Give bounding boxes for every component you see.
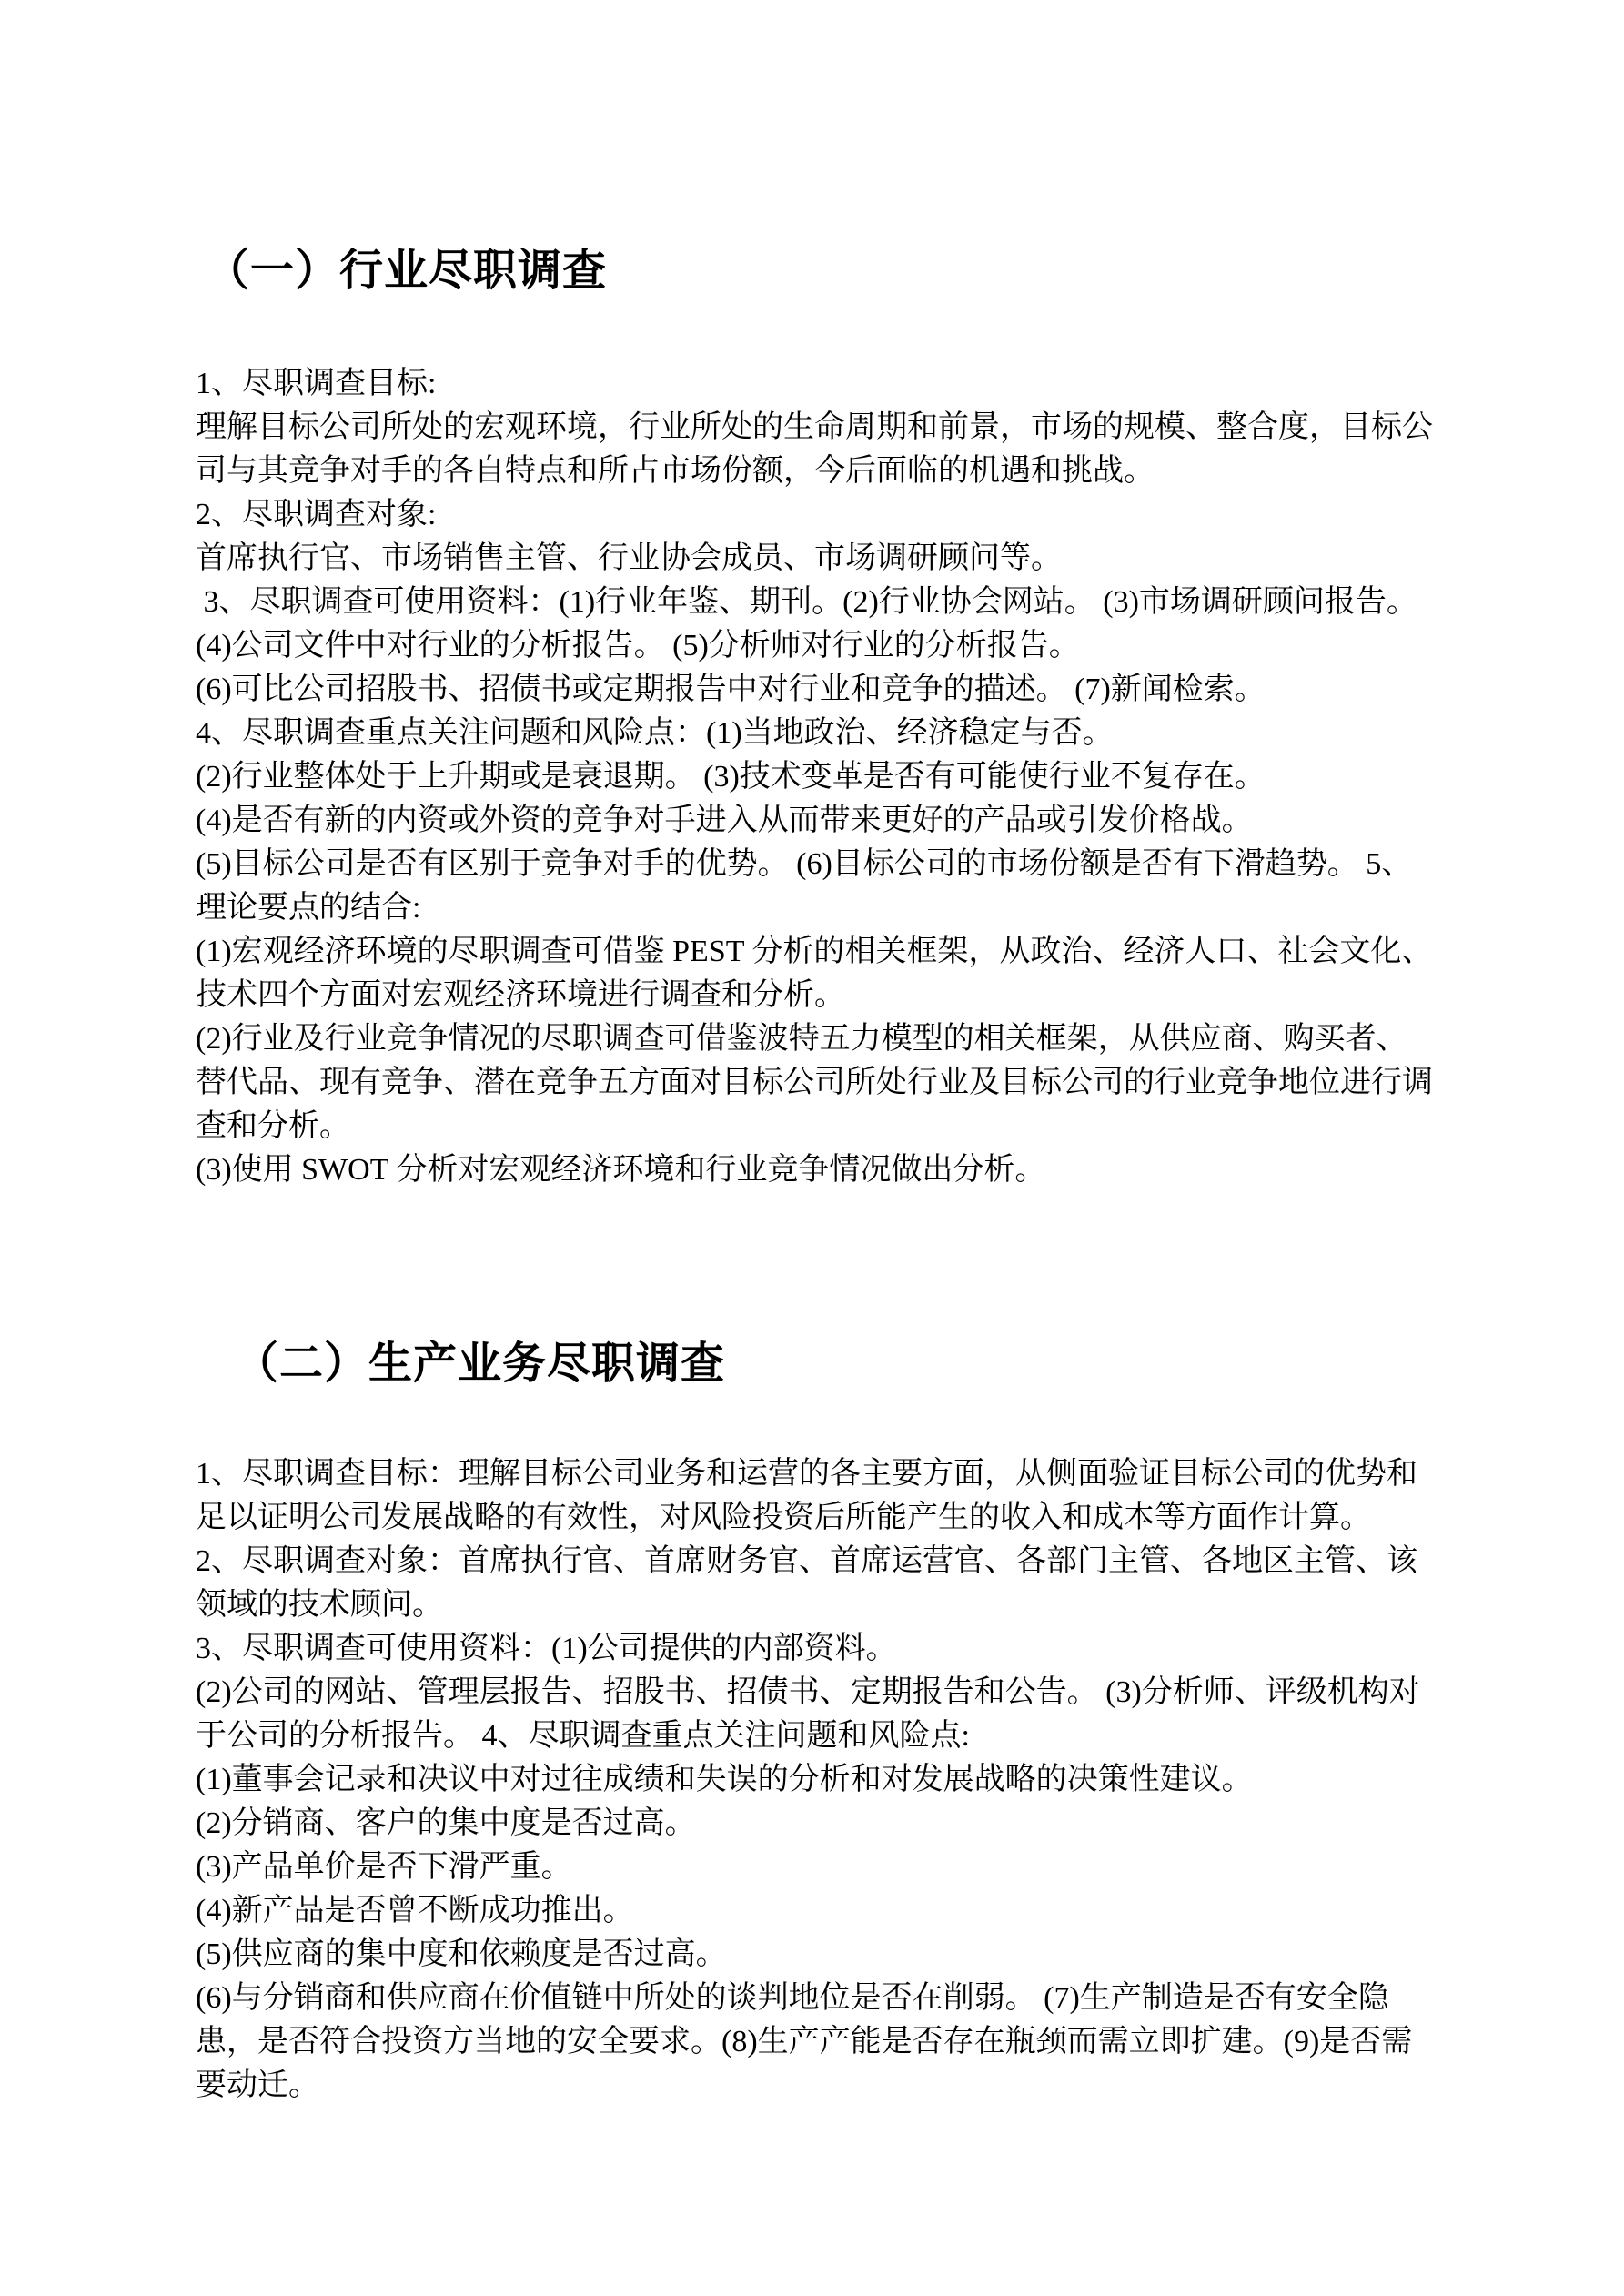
text-line: (3)使用 SWOT 分析对宏观经济环境和行业竞争情况做出分析。 <box>196 1153 1046 1187</box>
text-line: 4、尽职调查重点关注问题和风险点：(1)当地政治、经济稳定与否。 <box>196 716 1114 750</box>
text-line: 领域的技术顾问。 <box>196 1588 443 1622</box>
text-line: (2)行业整体处于上升期或是衰退期。 (3)技术变革是否有可能使行业不复存在。 <box>196 760 1266 794</box>
text-line: 查和分析。 <box>196 1109 350 1143</box>
text-line: 3、尽职调查可使用资料：(1)公司提供的内部资料。 <box>196 1632 897 1665</box>
text-line: 首席执行官、市场销售主管、行业协会成员、市场调研顾问等。 <box>196 541 1062 575</box>
text-line: (4)公司文件中对行业的分析报告。 (5)分析师对行业的分析报告。 <box>196 629 1080 663</box>
text-line: 足以证明公司发展战略的有效性，对风险投资后所能产生的收入和成本等方面作计算。 <box>196 1501 1371 1534</box>
text-line: (3)产品单价是否下滑严重。 <box>196 1850 572 1884</box>
text-line: 要动迁。 <box>196 2068 319 2102</box>
text-line: 1、尽职调查目标: <box>196 367 437 400</box>
section-2-body <box>196 1452 1442 2108</box>
text-line: (2)行业及行业竞争情况的尽职调查可借鉴波特五力模型的相关框架，从供应商、购买者、 <box>196 1022 1407 1056</box>
text-line: 理论要点的结合: <box>196 891 421 925</box>
text-line: (2)分销商、客户的集中度是否过高。 <box>196 1806 696 1840</box>
text-line: 3、尽职调查可使用资料：(1)行业年鉴、期刊。(2)行业协会网站。 (3)市场调研顾问报告。 <box>196 585 1417 619</box>
text-line: (2)公司的网站、管理层报告、招股书、招债书、定期报告和公告。 (3)分析师、评级机构对 <box>196 1675 1420 1709</box>
text-line: (6)与分销商和供应商在价值链中所处的谈判地位是否在削弱。 (7)生产制造是否有安全隐 <box>196 1981 1389 2015</box>
text-line: 理解目标公司所处的宏观环境，行业所处的生命周期和前景，市场的规模、整合度，目标公 <box>196 410 1433 444</box>
text-line: 2、尽职调查对象: <box>196 498 437 531</box>
text-line: (5)供应商的集中度和依赖度是否过高。 <box>196 1937 727 1971</box>
text-line: 替代品、现有竞争、潜在竞争五方面对目标公司所处行业及目标公司的行业竞争地位进行调 <box>196 1066 1433 1099</box>
text-line: 2、尽职调查对象：首席执行官、首席财务官、首席运营官、各部门主管、各地区主管、该 <box>196 1544 1417 1578</box>
text-line: 司与其竞争对手的各自特点和所占市场份额，今后面临的机遇和挑战。 <box>196 454 1155 488</box>
text-line: 患，是否符合投资方当地的安全要求。(8)生产产能是否存在瓶颈而需立即扩建。(9)是否需 <box>196 2025 1413 2058</box>
section-2-heading: （二）生产业务尽职调查 <box>235 1340 726 1388</box>
text-line: (6)可比公司招股书、招债书或定期报告中对行业和竞争的描述。 (7)新闻检索。 <box>196 673 1266 706</box>
text-line: 1、尽职调查目标：理解目标公司业务和运营的各主要方面，从侧面验证目标公司的优势和 <box>196 1457 1417 1491</box>
section-1-heading: （一）行业尽职调查 <box>206 247 608 295</box>
text-line: (5)目标公司是否有区别于竞争对手的优势。 (6)目标公司的市场份额是否有下滑趋势。 5、 <box>196 847 1413 881</box>
text-line: 于公司的分析报告。 4、尽职调查重点关注问题和风险点: <box>196 1719 970 1753</box>
text-line: (1)董事会记录和决议中对过往成绩和失误的分析和对发展战略的决策性建议。 <box>196 1763 1253 1796</box>
text-line: 技术四个方面对宏观经济环境进行调查和分析。 <box>196 978 845 1012</box>
text-line: (1)宏观经济环境的尽职调查可借鉴 PEST 分析的相关框架，从政治、经济人口、社会文化、 <box>196 935 1433 968</box>
section-1-body <box>196 362 1442 1192</box>
text-line: (4)新产品是否曾不断成功推出。 <box>196 1894 634 1927</box>
text-line: (4)是否有新的内资或外资的竞争对手进入从而带来更好的产品或引发价格战。 <box>196 804 1253 837</box>
